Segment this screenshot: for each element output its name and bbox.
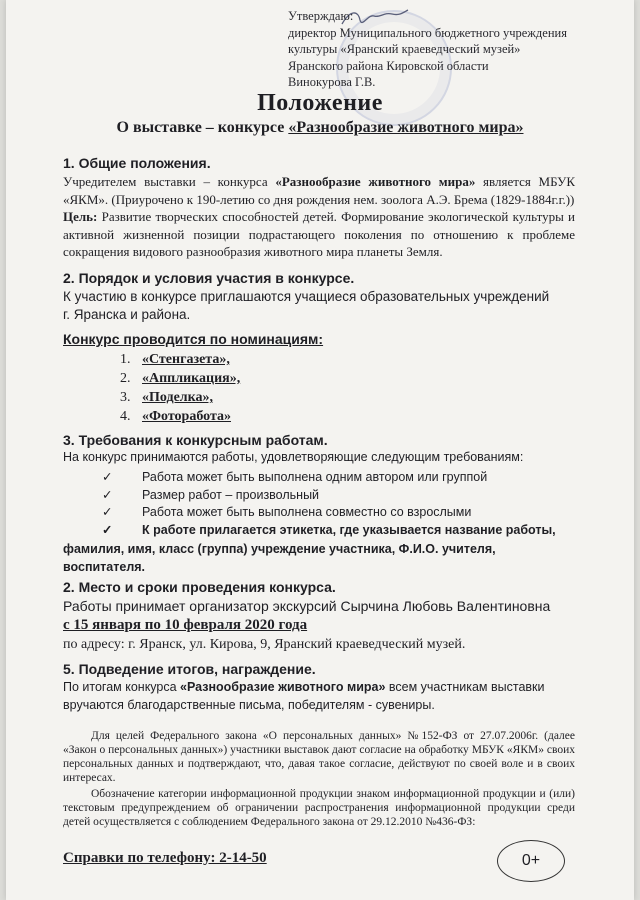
section-heading: 2. Порядок и условия участия в конкурсе. [63, 270, 355, 286]
phone-info: Справки по телефону: 2-14-50 [63, 850, 267, 866]
contest-name: «Разнообразие животного мира» [288, 119, 524, 136]
text-fragment: Учредителем выставки – конкурса [63, 174, 276, 189]
subtitle-prefix: О выставке – конкурсе [116, 119, 289, 136]
text-fragment: всем участникам выставки вручаются благодарственные письма, победителям - сувениры. [63, 680, 545, 712]
approval-line: директор Муниципального бюджетного учреждения [288, 25, 567, 40]
requirement-text: фамилия, имя, класс (группа) учреждение участника, Ф.И.О. учителя, [63, 542, 496, 556]
section-heading: 2. Место и сроки проведения конкурса. [63, 579, 336, 595]
approval-line: Винокурова Г.В. [288, 75, 376, 89]
approval-line: культуры «Яранский краеведческий музей» [288, 42, 521, 56]
section-intro: На конкурс принимаются работы, удовлетворяющие следующим требованиям: [63, 450, 524, 464]
approval-line: Яранского района Кировской области [288, 58, 489, 73]
nomination-label: «Фоторабота» [142, 409, 231, 424]
requirement-text: Размер работ – произвольный [142, 487, 320, 502]
check-mark-icon: ✓ [102, 487, 113, 502]
contest-name: «Разнообразие животного мира» [275, 174, 476, 189]
section-heading: 1. Общие положения. [63, 155, 211, 171]
list-number: 4. [120, 409, 131, 424]
text-fragment: Развитие творческих способностей детей. Формирование экологической культуры и активной жизненной позиции подрастающего поколения по отношению к проблеме сокращения видового разнообразия животного мира планеты Земля. [63, 209, 575, 259]
requirement-text: Работа может быть выполнена одним автором или группой [142, 470, 488, 484]
nomination-label: «Аппликация», [142, 371, 241, 386]
section-line: г. Яранска и района. [63, 307, 191, 322]
section-requirements [63, 432, 575, 466]
approval-block [288, 8, 618, 91]
list-number: 1. [120, 352, 131, 367]
list-item [102, 504, 562, 522]
nominations-list [120, 350, 240, 426]
contest-dates: с 15 января по 10 февраля 2020 года [63, 617, 308, 633]
requirement-text: воспитателя. [63, 559, 146, 574]
goal-label: Цель: [63, 209, 98, 224]
section-line: К участию в конкурсе приглашаются учащиеся образовательных учреждений [63, 289, 550, 304]
organizer-line: Работы принимает организатор экскурсий Сырчина Любовь Валентиновна [63, 598, 551, 614]
check-mark-icon: ✓ [102, 522, 113, 537]
label-requirement-continued [63, 541, 575, 576]
section-heading: 3. Требования к конкурсным работам. [63, 432, 328, 448]
section-general [63, 155, 575, 261]
nominations-heading-wrap [63, 331, 575, 347]
section-participation [63, 270, 575, 324]
list-item [120, 350, 240, 369]
contest-name: «Разнообразие животного мира» [180, 680, 386, 694]
list-item [120, 388, 240, 407]
age-rating-badge: 0+ [497, 840, 565, 882]
address-line: по адресу: г. Яранск, ул. Кирова, 9, Яранский краеведческий музей. [63, 637, 466, 652]
list-item [120, 407, 240, 426]
section-results [63, 661, 575, 714]
list-item [102, 487, 562, 505]
requirement-text: Работа может быть выполнена совместно со взрослыми [142, 505, 472, 519]
nomination-label: «Поделка», [142, 390, 213, 405]
document-title: Положение [257, 90, 383, 116]
list-item [102, 469, 562, 487]
text-fragment: является МБУК «ЯКМ». (Приурочено к 190-летию со дня рождения нем. зоолога А.Э. Брема (1829-1884г.г.)) [63, 174, 575, 207]
requirements-list [102, 469, 562, 539]
requirement-text: К работе прилагается этикетка, где указывается название работы, [142, 522, 556, 537]
age-rating-notice: Обозначение категории информационной продукции знаком информационной продукции и (или) текстовым предупреждением об ограничении распространения информационной продукции среди детей осуществляется с соблюдением Федерального закона от 29.12.2010 №436-ФЗ: [63, 788, 575, 828]
section-heading: 5. Подведение итогов, награждение. [63, 661, 316, 677]
list-number: 3. [120, 390, 131, 405]
list-item [120, 369, 240, 388]
document-subtitle [0, 119, 640, 137]
list-item [102, 522, 562, 540]
check-mark-icon: ✓ [102, 505, 113, 519]
approval-line: Утверждаю: [288, 9, 354, 23]
personal-data-notice: Для целей Федерального закона «О персональных данных» №152-ФЗ от 27.07.2006г. (далее «Закон о персональных данных») участники выставок дают согласие на обработку МБУК «ЯКМ» своих персональных данных и подтверждают, что, давая такое согласие, действуют по своей воле и в своих интересах. [63, 730, 575, 784]
section-text [63, 679, 575, 714]
section-place-dates [63, 579, 575, 655]
goal-text [63, 208, 575, 261]
list-number: 2. [120, 371, 131, 386]
nomination-label: «Стенгазета», [142, 352, 230, 367]
check-mark-icon: ✓ [102, 470, 113, 484]
nominations-heading: Конкурс проводится по номинациям: [63, 331, 324, 347]
section-text [63, 173, 575, 208]
text-fragment: По итогам конкурса [63, 680, 181, 694]
